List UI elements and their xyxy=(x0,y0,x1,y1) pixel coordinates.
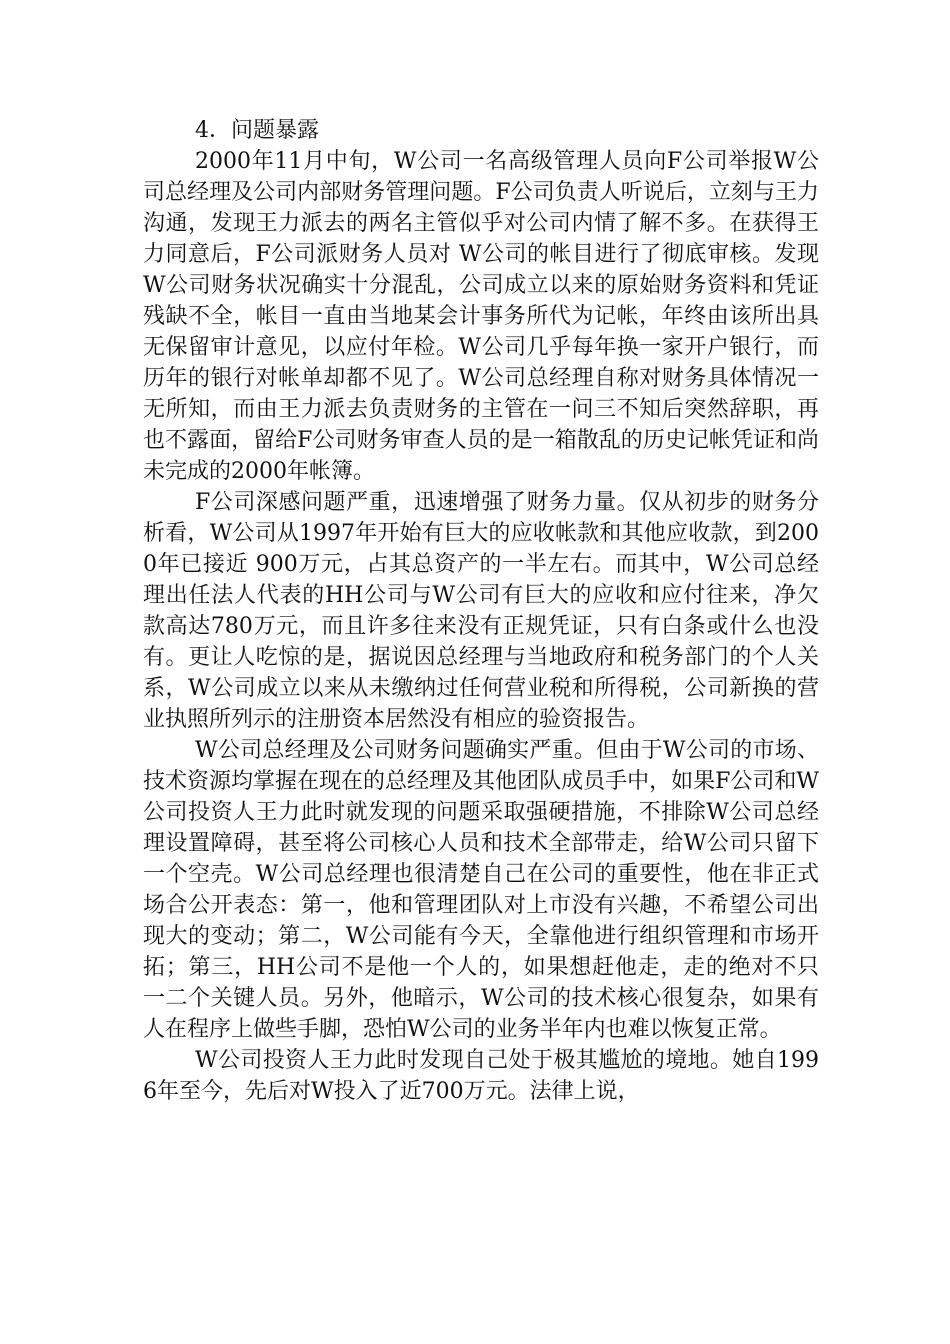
paragraph-financial-analysis: F公司深感问题严重，迅速增强了财务力量。仅从初步的财务分析看，W公司从1997年开始有巨大的应收帐款和其他应收款，到2000年已接近 900万元，占其总资产的一半左右。而其中，W公司总经理出任法人代表的HH公司与W公司有巨大的应收和应付往来，净欠款高达780万元，而且许多往来没有正规凭证，只有白条或什么也没有。更让人吃惊的是，据说因总经理与当地政府和税务部门的个人关系，W公司成立以来从未缴纳过任何营业税和所得税，公司新换的营业执照所列示的注册资本居然没有相应的验资报告。 xyxy=(143,490,819,732)
section-heading: 4．问题暴露 xyxy=(195,118,319,143)
paragraph-problem-discovery: 2000年11月中旬，W公司一名高级管理人员向F公司举报W公司总经理及公司内部财务管理问题。F公司负责人听说后，立刻与王力沟通，发现王力派去的两名主管似乎对公司内情了解不多。在获得王力同意后，F公司派财务人员对 W公司的帐目进行了彻底审核。发现W公司财务状况确实十分混乱，公司成立以来的原始财务资料和凭证残缺不全，帐目一直由当地某会计事务所代为记帐，年终由该所出具无保留审计意见，以应付年检。W公司几乎每年换一家开户银行，而历年的银行对帐单却都不见了。W公司总经理自称对财务具体情况一无所知，而由王力派去负责财务的主管在一问三不知后突然辞职，再也不露面，留给F公司财务审查人员的是一箱散乱的历史记帐凭证和尚未完成的2000年帐簿。 xyxy=(143,149,819,484)
document-page xyxy=(143,115,819,1107)
paragraph-manager-leverage: W公司总经理及公司财务问题确实严重。但由于W公司的市场、技术资源均掌握在现在的总经理及其他团队成员手中，如果F公司和W公司投资人王力此时就发现的问题采取强硬措施，不排除W公司总经理设置障碍，甚至将公司核心人员和技术全部带走，给W公司只留下一个空壳。W公司总经理也很清楚自己在公司的重要性，他在非正式场合公开表态：第一，他和管理团队对上市没有兴趣，不希望公司出现大的变动；第二，W公司能有今天，全靠他进行组织管理和市场开拓；第三，HH公司不是他一个人的，如果想赶他走，走的绝对不只一二个关键人员。另外，他暗示，W公司的技术核心很复杂，如果有人在程序上做些手脚，恐怕W公司的业务半年内也难以恢复正常。 xyxy=(143,738,819,1042)
paragraph-investor-dilemma: W公司投资人王力此时发现自己处于极其尴尬的境地。她自1996年至今，先后对W投入了近700万元。法律上说， xyxy=(143,1048,819,1104)
